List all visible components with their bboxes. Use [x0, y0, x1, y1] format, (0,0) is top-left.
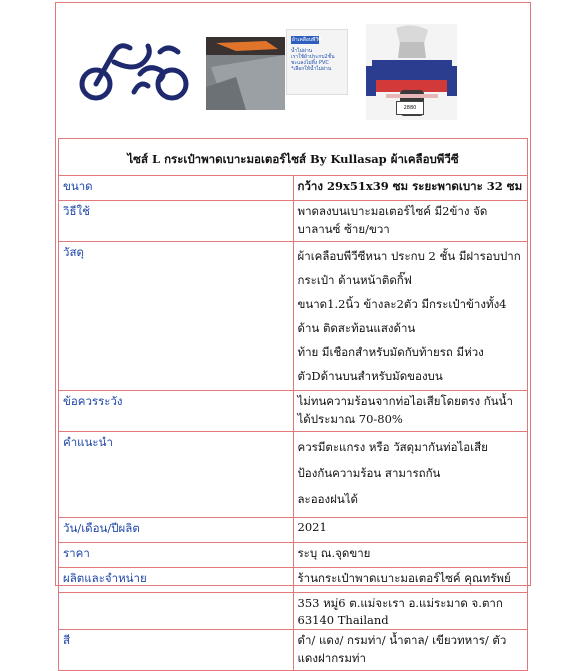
table-row — [59, 630, 528, 671]
row-label-color: สี — [59, 630, 294, 671]
row-label-maker: ผลิตและจำหน่าย — [59, 568, 294, 593]
note-line-3: เราใช้ผ้าประกบ2ชั้น — [291, 54, 335, 60]
brand-logo — [74, 22, 194, 120]
row-value-caution: ไม่ทนความร้อนจากท่อไอเสียโดยตรง กันน้ำได้ประมาณ 70-80% — [293, 391, 528, 432]
material-line-1: ผ้าเคลือบพีวีซีหนา ประกบ 2 ชั้น มีฝารอบปากกระเป๋า ด้านหน้าติดกิ๊ฟ — [297, 249, 521, 287]
table-row — [59, 568, 528, 593]
row-label-address — [59, 593, 294, 630]
row-label-mfg-date: วัน/เดือน/ปีผลิต — [59, 518, 294, 543]
row-value-mfg-date: 2021 — [293, 518, 528, 543]
material-note — [286, 29, 348, 95]
table-row — [59, 543, 528, 568]
row-label-advice: คำแนะนำ — [59, 432, 294, 518]
row-label-price: ราคา — [59, 543, 294, 568]
row-value-advice — [293, 432, 528, 518]
row-label-caution: ข้อควรระวัง — [59, 391, 294, 432]
table-row — [59, 518, 528, 543]
table-row — [59, 432, 528, 518]
row-value-size: กว้าง 29x51x39 ซม ระยะพาดเบาะ 32 ซม — [293, 176, 528, 201]
license-plate: 2880 — [396, 101, 424, 115]
row-value-usage: พาดลงบนเบาะมอเตอร์ไซค์ มี2ข้าง จัดบาลานซ์ ซ้าย/ขวา — [293, 201, 528, 242]
material-line-3: ท้าย มีเชือกสำหรับมัดกับท้ายรถ มีห่วงตัวDด้านบนสำหรับมัดของบน — [297, 345, 484, 383]
table-row — [59, 139, 528, 176]
row-value-color: ดำ/ แดง/ กรมท่า/ น้ำตาล/ เขียวทหาร/ ตัวแดงฝากรมท่า — [293, 630, 528, 671]
table-row — [59, 201, 528, 242]
note-line-5: *เลือกให้น้ำไม่ผ่าน — [291, 66, 332, 72]
advice-line-1: ควรมีตะแกรง หรือ วัสดุมากันท่อไอเสีย ป้องกันความร้อน สามารถกัน — [297, 440, 488, 480]
note-line-2: น้ำไม่ผ่าน — [291, 48, 313, 54]
table-row — [59, 242, 528, 391]
row-label-size: ขนาด — [59, 176, 294, 201]
table-row — [59, 391, 528, 432]
note-line-1: ผ้าเคลือบพีวีซี — [292, 37, 322, 43]
row-value-address: 353 หมู่6 ต.แม่จะเรา อ.แม่ระมาด จ.ตาก 63140 Thailand — [293, 593, 528, 630]
row-label-usage: วิธีใช้ — [59, 201, 294, 242]
row-value-material — [293, 242, 528, 391]
material-line-2: ขนาด1.2นิ้ว ข้างละ2ตัว มีกระเป๋าข้างทั้ง4 ด้าน ติดสะท้อนแสงด้าน — [297, 297, 507, 335]
table-row — [59, 593, 528, 630]
advice-line-2: ละอองฝนได้ — [297, 492, 359, 506]
product-title: ไซส์ L กระเป๋าพาดเบาะมอเตอร์ไซส์ By Kullasap ผ้าเคลือบพีวีซี — [59, 139, 528, 176]
row-label-material: วัสดุ — [59, 242, 294, 391]
material-photo — [206, 37, 285, 110]
row-value-maker: ร้านกระเป๋าพาดเบาะมอเตอร์ไซค์ คุณทรัพย์ — [293, 568, 528, 593]
row-value-price: ระบุ ณ.จุดขาย — [293, 543, 528, 568]
note-line-4: ชะแลงไม่ทิ้ง PVC — [291, 60, 329, 66]
table-row — [59, 176, 528, 201]
spec-table — [58, 138, 528, 671]
